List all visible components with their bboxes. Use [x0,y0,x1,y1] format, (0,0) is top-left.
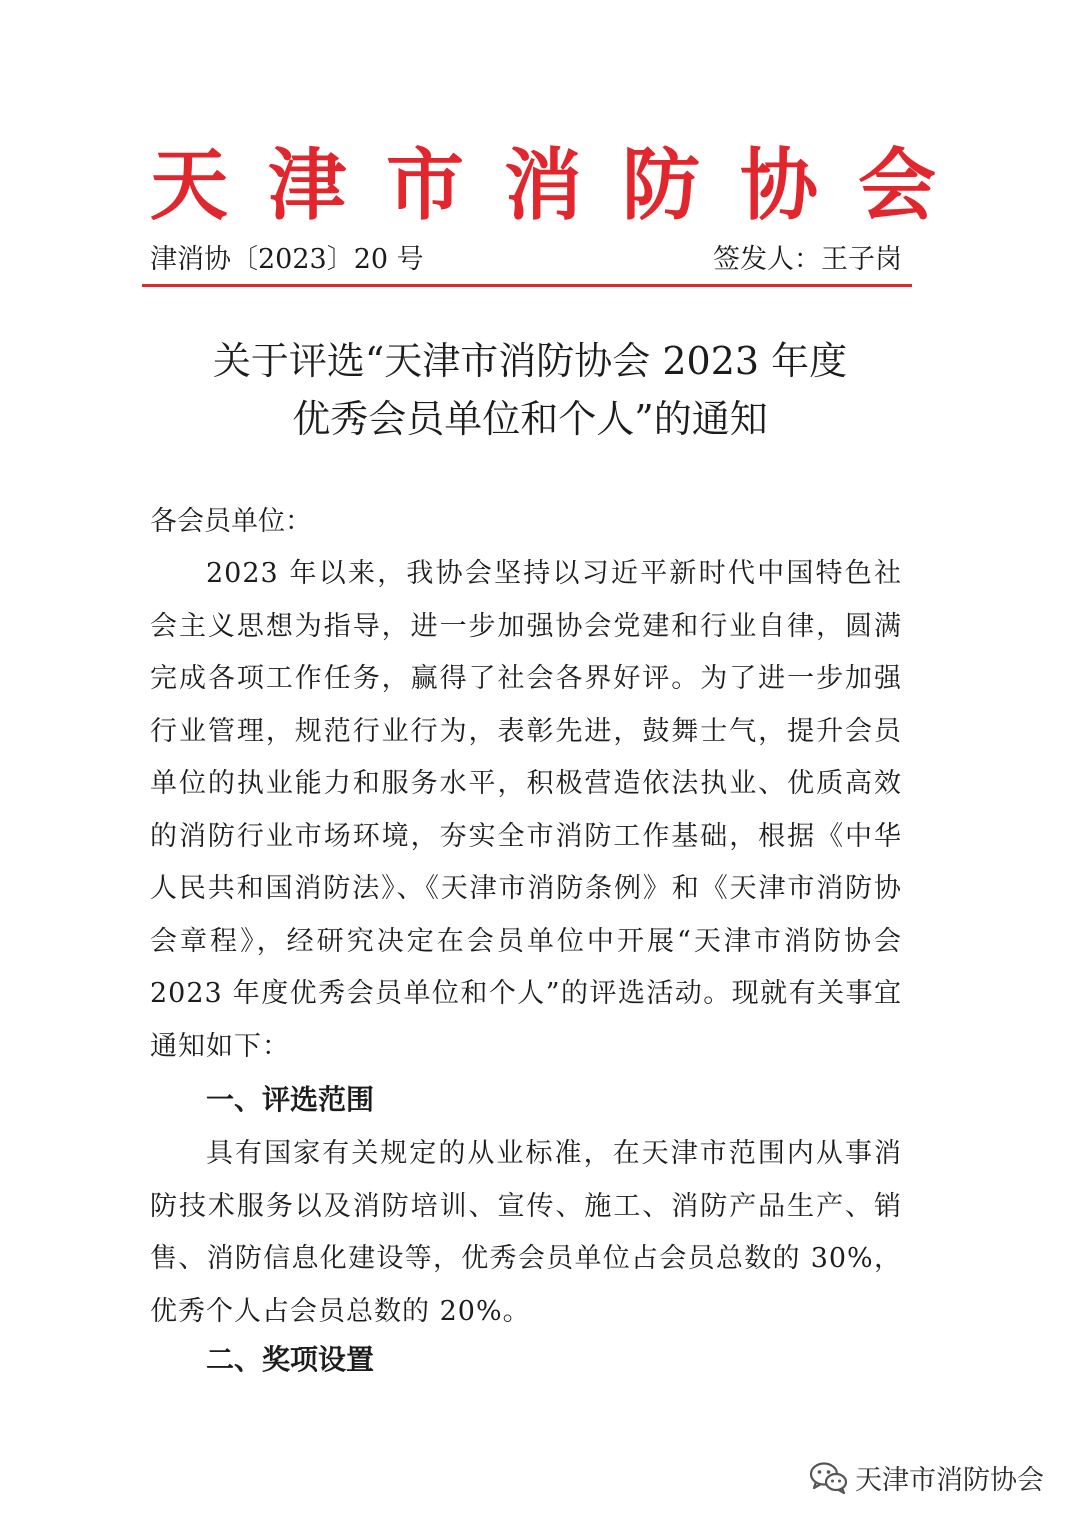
letterhead-divider [142,284,912,287]
notice-title [150,332,910,448]
wechat-watermark [809,1458,1044,1497]
signer: 签发人：王子岗 [713,244,902,275]
document-number: 津消协〔2023〕20 号 [150,244,424,275]
wechat-icon [809,1461,849,1495]
letterhead-org-name: 天津市消防协会 [150,140,977,231]
notice-title-line-1: 关于评选“天津市消防协会 2023 年度 [212,339,848,383]
intro-paragraph: 2023 年以来，我协会坚持以习近平新时代中国特色社会主义思想为指导，进一步加强协会党建和行业自律，圆满完成各项工作任务，赢得了社会各界好评。为了进一步加强行业管理，规范行业行为，表彰先进，鼓舞士气，提升会员单位的执业能力和服务水平，积极营造依法执业、优质高效的消防行业市场环境，夯实全市消防工作基础，根据《中华人民共和国消防法》、《天津市消防条例》和《天津市消防协会章程》，经研究决定在会员单位中开展“天津市消防协会 2023 年度优秀会员单位和个人”的评选活动。现就有关事宜通知如下： [150,558,902,1062]
scope-paragraph: 具有国家有关规定的从业标准，在天津市范围内从事消防技术服务以及消防培训、宣传、施工、消防产品生产、销售、消防信息化建设等，优秀会员单位占会员总数的 30%，优秀个人占会员总数的 20%。 [150,1138,902,1327]
watermark-text: 天津市消防协会 [855,1465,1044,1496]
section-heading-awards: 二、奖项设置 [206,1343,375,1376]
section-heading-scope: 一、评选范围 [206,1083,375,1116]
notice-title-line-2: 优秀会员单位和个人”的通知 [292,397,768,441]
salutation: 各会员单位： [150,506,312,537]
